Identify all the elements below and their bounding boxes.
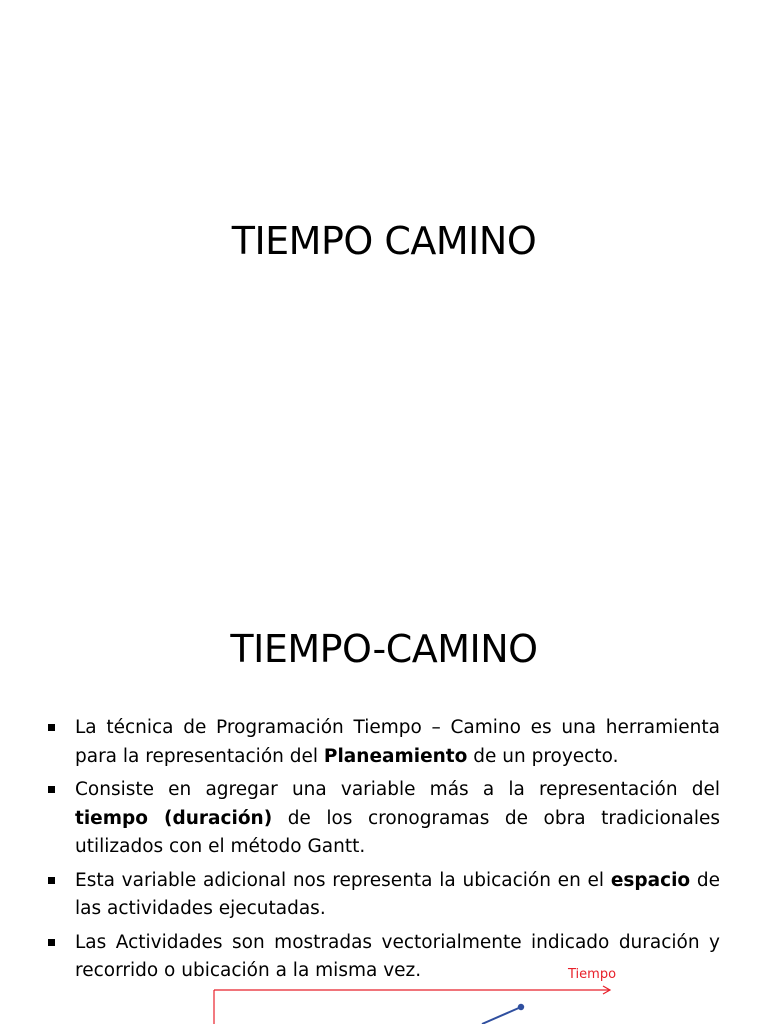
bullet-text-segment: La técnica de Programación Tiempo – Camino es una herramienta para la representación del [75,717,720,767]
bullet-bold-segment: Planeamiento [323,745,468,767]
square-bullet-icon [48,724,55,731]
bullet-text [75,779,720,857]
activity-vector-line [482,1007,521,1024]
bullet-text [75,717,720,767]
bullet-item [48,776,720,862]
bullet-text-segment: de un proyecto. [467,745,619,767]
bullet-bold-segment: tiempo (duración) [75,807,273,829]
square-bullet-icon [48,939,55,946]
slide-1-title: TIEMPO CAMINO [231,219,537,263]
time-path-diagram [200,963,640,1024]
bullet-text-segment: Esta variable adicional nos representa la ubicación en el [75,869,611,891]
bullet-item [48,714,720,771]
square-bullet-icon [48,786,55,793]
bullet-bold-segment: espacio [610,869,691,891]
bullet-text-segment: de los cronogramas de obra tradicionales utilizados con el método Gantt. [75,807,720,857]
bullet-text-segment: Consiste en agregar una variable más a la representación del [75,779,720,800]
time-axis-label: Tiempo [568,967,617,982]
bullet-text-segment: Las Actividades son mostradas vectorialmente indicado duración y recorrido o ubicación a la misma vez. [75,931,720,981]
slide-2-title: TIEMPO-CAMINO [230,627,538,671]
activity-end-point [518,1004,524,1010]
bullet-list [48,714,720,991]
bullet-text-segment: de las actividades ejecutadas. [75,869,720,919]
bullet-item [48,867,720,924]
slide-2 [0,560,768,1024]
square-bullet-icon [48,877,55,884]
bullet-text [75,870,720,920]
slide-1 [0,0,768,500]
